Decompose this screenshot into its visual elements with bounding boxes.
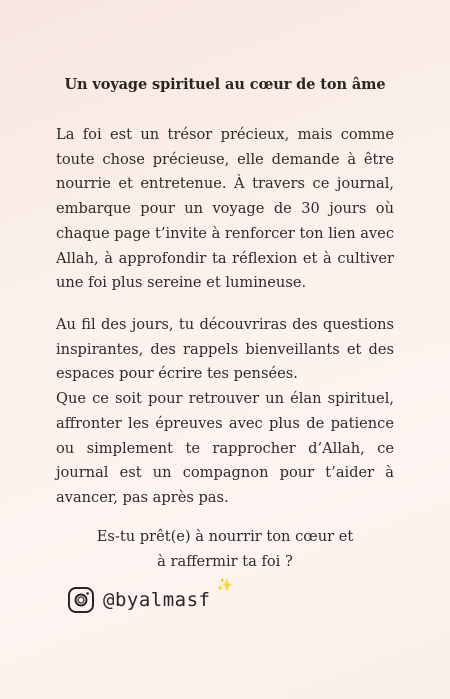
intro-paragraph — [56, 123, 394, 296]
paragraph-line: inspirantes, des rappels bienveillants et des — [56, 340, 394, 358]
paragraph-line: une foi plus sereine et lumineuse. — [56, 274, 307, 292]
paragraph-line: nourrie et entretenue. À travers ce journal, — [56, 175, 394, 193]
paragraph-line: Que ce soit pour retrouver un élan spirituel, — [56, 390, 394, 408]
paragraph-line: embarque pour un voyage de 30 jours où — [56, 200, 394, 218]
details-paragraph — [56, 313, 394, 511]
closing-line-1: Es-tu prêt(e) à nourrir ton cœur et — [96, 528, 354, 545]
paragraph-line: La foi est un trésor précieux, mais comme — [56, 126, 394, 143]
page-title: Un voyage spirituel au cœur de ton âme — [64, 76, 386, 93]
sparkles-icon: ✨ — [216, 578, 234, 593]
paragraph-line: journal est un compagnon pour t’aider à — [56, 464, 394, 482]
paragraph-line: avancer, pas après pas. — [56, 488, 229, 506]
paragraph-line: affronter les épreuves avec plus de patience — [56, 414, 394, 432]
social-handle-row[interactable] — [67, 586, 210, 614]
instagram-icon — [67, 586, 95, 614]
closing-line-2-text: à raffermir ta foi ? — [157, 552, 293, 570]
paragraph-line: chaque page t’invite à renforcer ton lien avec — [56, 224, 394, 242]
paragraph-line: ou simplement te rapprocher d’Allah, ce — [56, 439, 394, 457]
paragraph-line: Allah, à approfondir ta réflexion et à cultiver — [56, 249, 394, 267]
paragraph-line: Au fil des jours, tu découvriras des questions — [56, 316, 394, 333]
instagram-handle[interactable]: @byalmasf — [103, 589, 211, 611]
paragraph-line: toute chose précieuse, elle demande à être — [56, 150, 394, 168]
paragraph-line: espaces pour écrire tes pensées. — [56, 365, 298, 383]
